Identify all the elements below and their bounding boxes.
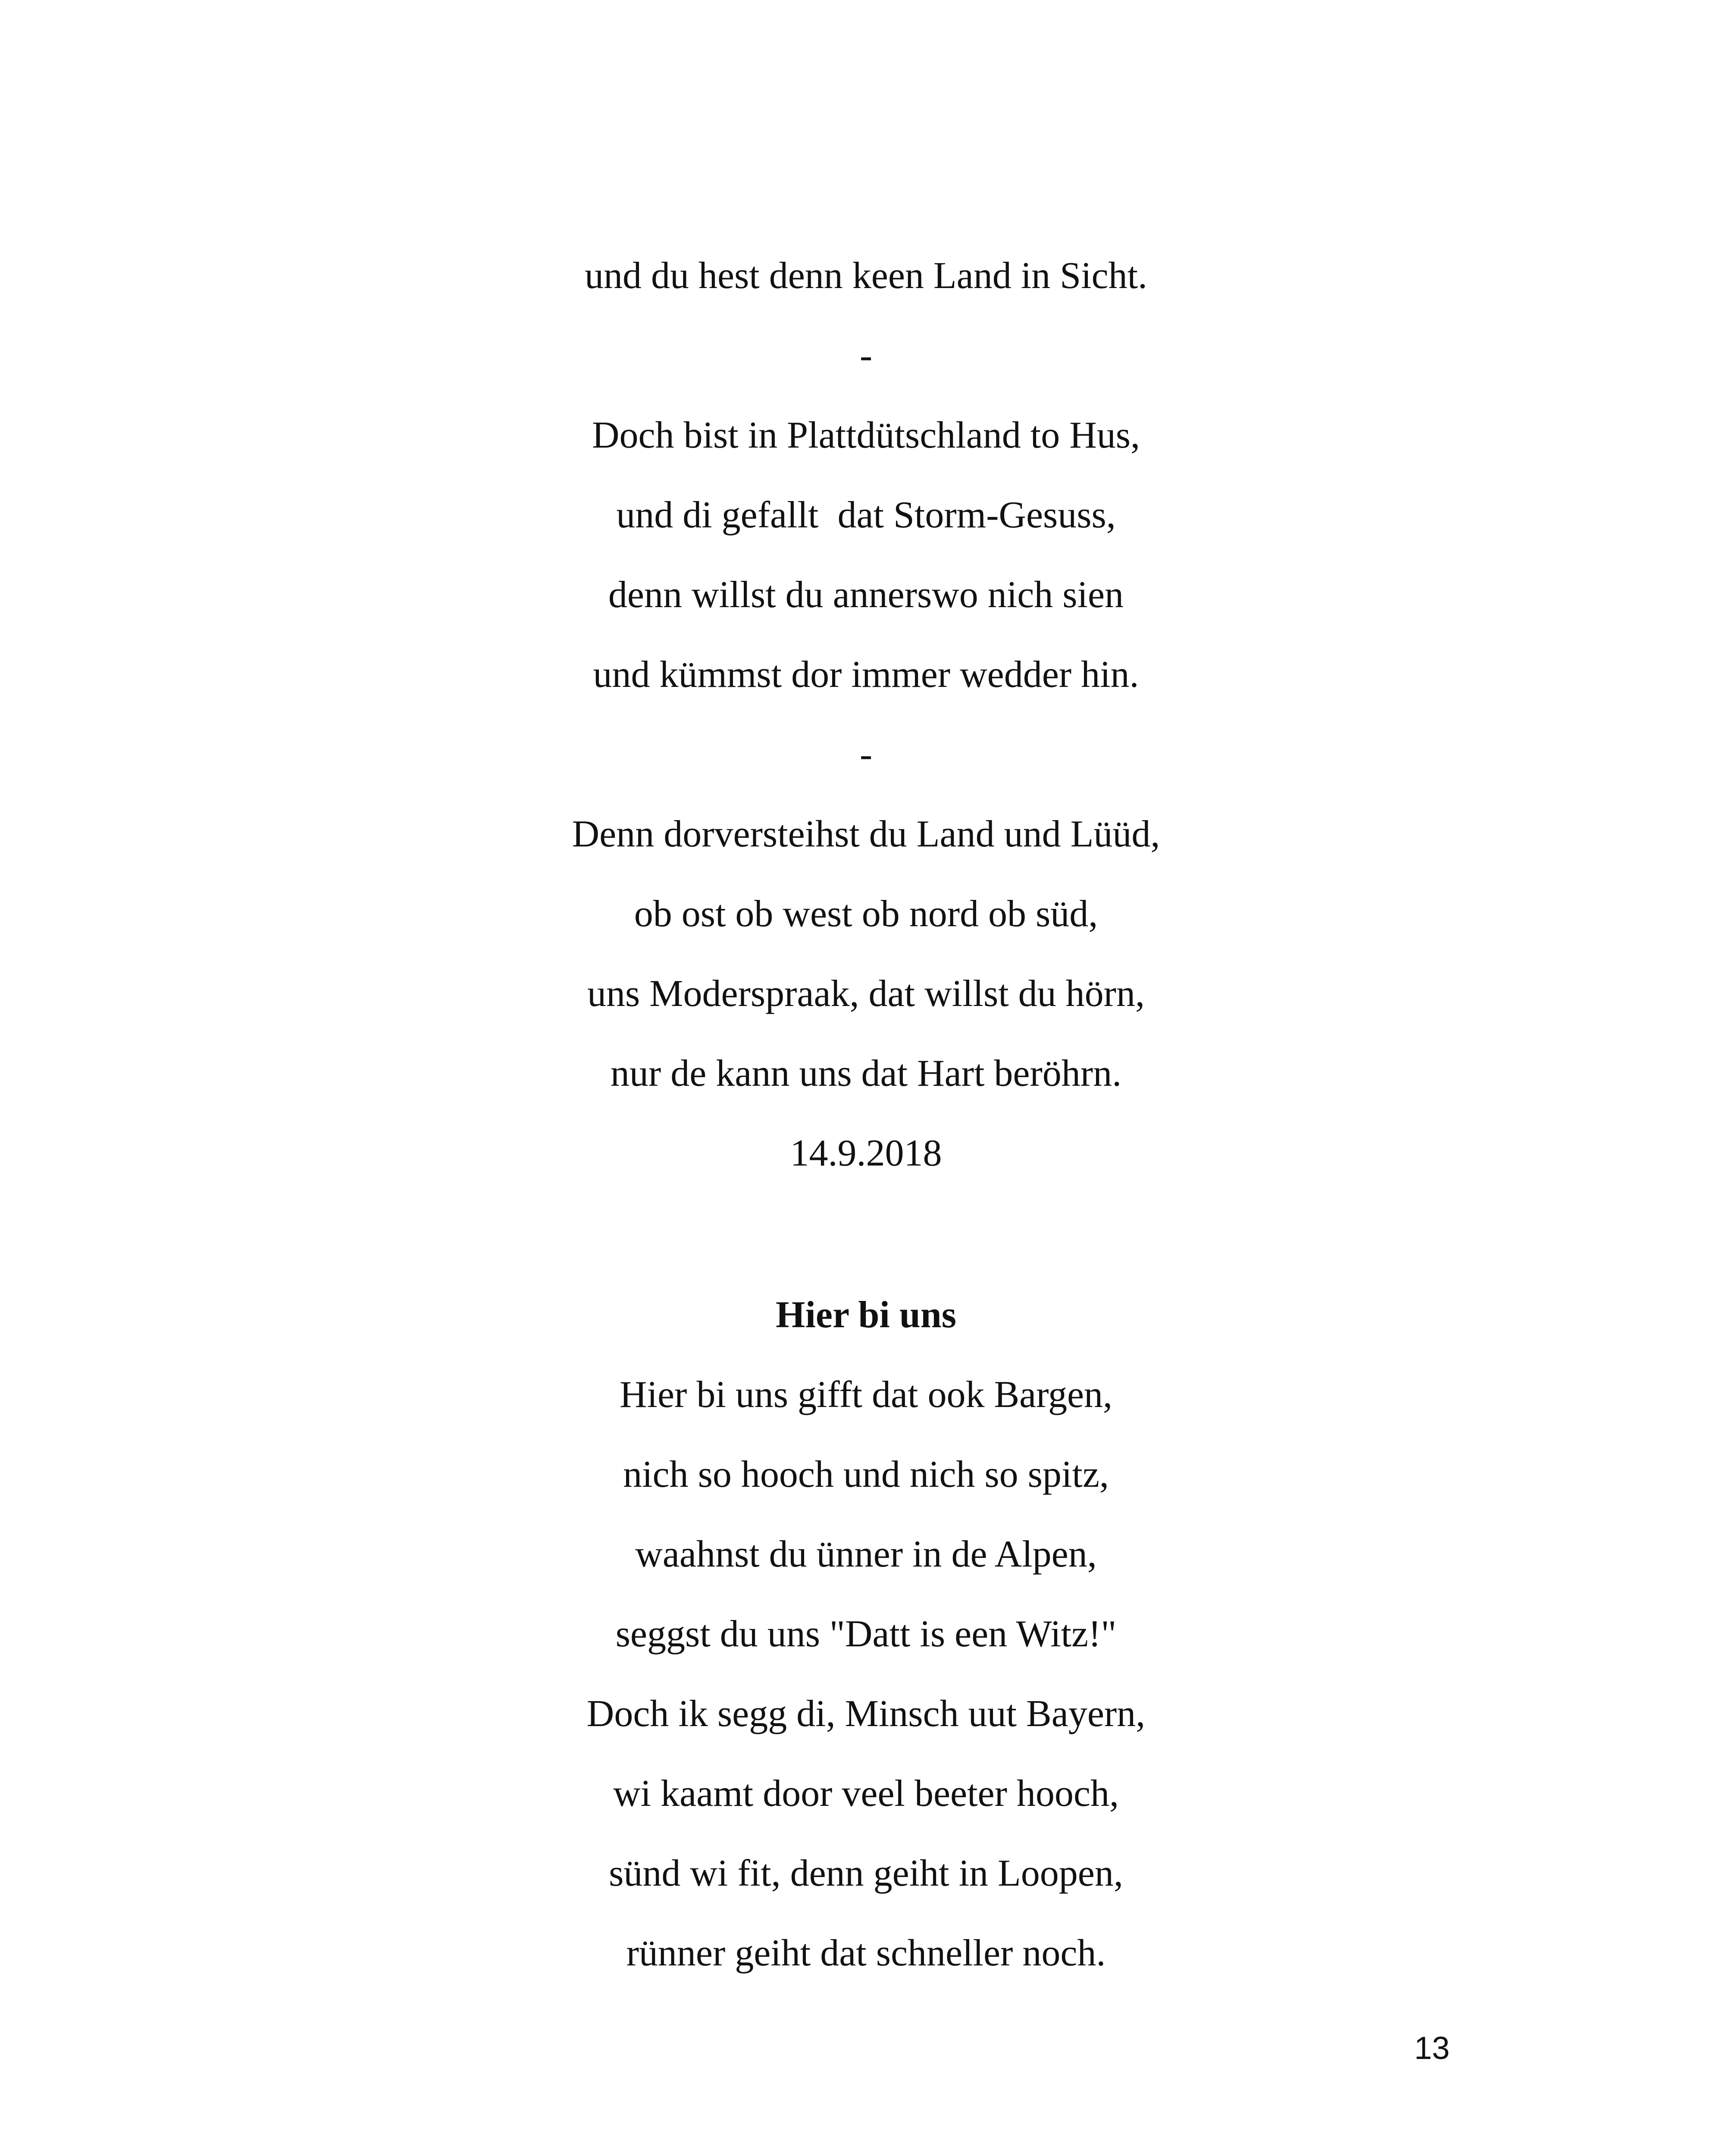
poem-date: 14.9.2018 <box>790 1132 942 1174</box>
stanza-separator: - <box>859 335 873 376</box>
poem-line: denn willst du annerswo nich sien <box>608 574 1124 616</box>
poem-line: Doch bist in Plattdütschland to Hus, <box>592 414 1140 456</box>
stanza-separator: - <box>859 733 873 775</box>
poem-line: ob ost ob west ob nord ob süd, <box>634 893 1098 935</box>
poem-line: nur de kann uns dat Hart beröhrn. <box>610 1053 1122 1094</box>
poem-line: wi kaamt door veel beeter hooch, <box>613 1773 1119 1814</box>
poem-line: seggst du uns "Datt is een Witz!" <box>615 1613 1117 1655</box>
poem-title: Hier bi uns <box>776 1294 956 1336</box>
poem-line: sünd wi fit, denn geiht in Loopen, <box>609 1852 1123 1894</box>
poem-line: waahnst du ünner in de Alpen, <box>635 1533 1097 1575</box>
poem-line: und di gefallt dat Storm-Gesuss, <box>616 494 1116 536</box>
poem-line: Hier bi uns gifft dat ook Bargen, <box>619 1374 1112 1416</box>
poem-line: uns Moderspraak, dat willst du hörn, <box>587 973 1145 1015</box>
poem-line: und du hest denn keen Land in Sicht. <box>584 255 1148 297</box>
poem-line: Doch ik segg di, Minsch uut Bayern, <box>586 1693 1146 1735</box>
poem-line: Denn dorversteihst du Land und Lüüd, <box>572 813 1160 855</box>
poem-line: und kümmst dor immer wedder hin. <box>593 654 1139 696</box>
page-number: 13 <box>1414 2030 1450 2066</box>
poem-line: nich so hooch und nich so spitz, <box>623 1454 1109 1495</box>
poem-line: rünner geiht dat schneller noch. <box>626 1932 1106 1974</box>
